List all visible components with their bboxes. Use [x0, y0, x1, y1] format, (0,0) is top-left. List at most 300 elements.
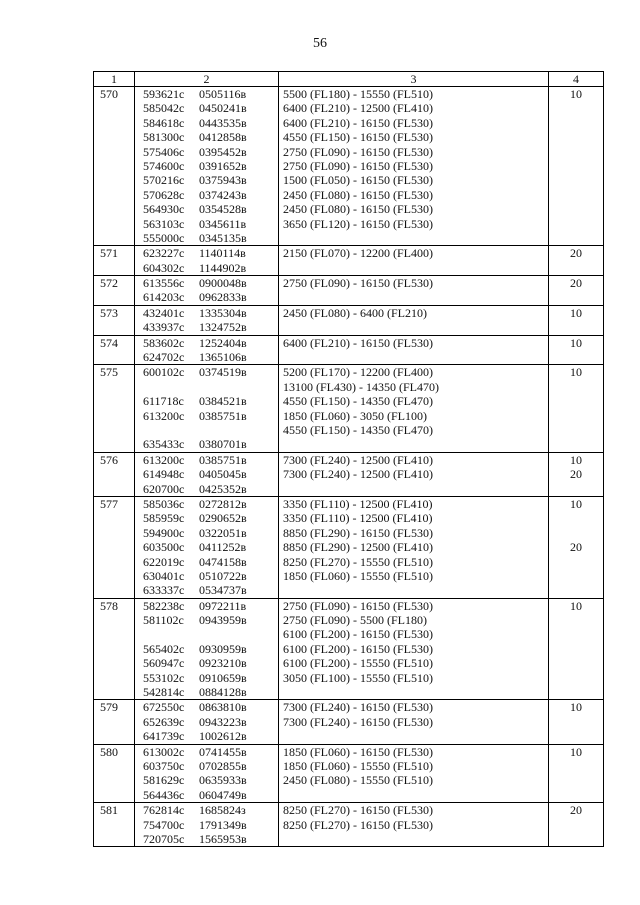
longitude: 1685824з	[199, 803, 246, 818]
altitude-range	[283, 320, 548, 334]
coordinate-line	[143, 540, 278, 554]
table-row	[94, 335, 604, 365]
altitude-range	[283, 231, 548, 245]
latitude: 603500c	[143, 540, 185, 555]
longitude: 0345135в	[199, 230, 247, 245]
altitude-cell	[279, 246, 549, 276]
altitude-range: 6100 (FL200) - 16150 (FL530)	[283, 641, 433, 656]
table-row	[94, 744, 604, 803]
longitude: 0374519в	[199, 365, 247, 380]
coordinates-cell	[135, 452, 279, 496]
column-header: 1	[94, 72, 135, 87]
category-value	[549, 511, 603, 525]
coordinate-line	[143, 497, 278, 511]
altitude-cell	[279, 496, 549, 598]
latitude: 432401c	[143, 305, 185, 320]
longitude: 1140114в	[199, 246, 246, 261]
longitude: 0272812в	[199, 496, 247, 511]
altitude-range: 6100 (FL200) - 16150 (FL530)	[283, 627, 433, 642]
table-row	[94, 246, 604, 276]
column-header: 2	[135, 72, 279, 87]
longitude: 0375943в	[199, 173, 247, 188]
category-value	[549, 642, 603, 656]
altitude-range: 2450 (FL080) - 15550 (FL510)	[283, 773, 433, 788]
latitude: 623227c	[143, 246, 185, 261]
category-value: 10	[570, 700, 582, 715]
longitude: 1365106в	[199, 350, 247, 365]
coordinate-line	[143, 453, 278, 467]
altitude-range	[283, 788, 548, 802]
category-value: 20	[570, 246, 582, 261]
altitude-range: 1850 (FL060) - 3050 (FL100)	[283, 408, 427, 423]
altitude-range: 3650 (FL120) - 16150 (FL530)	[283, 216, 433, 231]
category-value: 20	[570, 467, 582, 482]
longitude: 0354528в	[199, 202, 247, 217]
category-value: 10	[570, 598, 582, 613]
altitude-range: 2750 (FL090) - 5500 (FL180)	[283, 613, 427, 628]
altitude-range	[283, 685, 548, 699]
longitude: 0411252в	[199, 540, 247, 555]
category-value	[549, 173, 603, 187]
latitude: 570216c	[143, 173, 185, 188]
longitude: 1335304в	[199, 305, 247, 320]
coordinate-line	[143, 599, 278, 613]
longitude: 0741455в	[199, 744, 247, 759]
longitude: 0923210в	[199, 656, 247, 671]
longitude: 0962833в	[199, 290, 247, 305]
latitude: 583602c	[143, 335, 185, 350]
coordinate-line	[143, 380, 278, 394]
altitude-cell	[279, 803, 549, 847]
longitude: 0635933в	[199, 773, 247, 788]
category-cell	[549, 496, 604, 598]
longitude: 0910659в	[199, 670, 247, 685]
coordinate-line	[143, 467, 278, 481]
zone-number: 578	[94, 598, 135, 700]
coordinate-line	[143, 437, 278, 451]
longitude: 1002612в	[199, 729, 247, 744]
coordinate-line	[143, 231, 278, 245]
altitude-range: 7300 (FL240) - 16150 (FL530)	[283, 714, 433, 729]
zone-number: 575	[94, 365, 135, 452]
coordinate-line	[143, 130, 278, 144]
coordinates-cell	[135, 276, 279, 306]
coordinate-line	[143, 290, 278, 304]
coordinate-line	[143, 759, 278, 773]
altitude-range: 8250 (FL270) - 16150 (FL530)	[283, 803, 433, 818]
coordinate-line	[143, 87, 278, 101]
table-row	[94, 496, 604, 598]
category-value	[549, 101, 603, 115]
category-value	[549, 188, 603, 202]
zone-number: 577	[94, 496, 135, 598]
longitude: 0391652в	[199, 158, 247, 173]
category-cell	[549, 246, 604, 276]
category-cell	[549, 700, 604, 744]
latitude: 635433c	[143, 437, 185, 452]
zone-number: 580	[94, 744, 135, 803]
latitude: 584618c	[143, 115, 185, 130]
category-value: 10	[570, 365, 582, 380]
altitude-range	[283, 437, 548, 451]
coordinate-line	[143, 306, 278, 320]
altitude-range: 6400 (FL210) - 16150 (FL530)	[283, 335, 433, 350]
category-value	[549, 729, 603, 743]
altitude-cell	[279, 335, 549, 365]
latitude: 563103c	[143, 216, 185, 231]
altitude-cell	[279, 598, 549, 700]
longitude: 0384521в	[199, 394, 247, 409]
altitude-range	[283, 583, 548, 597]
longitude: 0290652в	[199, 511, 247, 526]
coordinate-line	[143, 685, 278, 699]
category-value	[549, 290, 603, 304]
category-value	[549, 145, 603, 159]
zone-number: 572	[94, 276, 135, 306]
coordinate-line	[143, 832, 278, 846]
altitude-range: 6400 (FL210) - 12500 (FL410)	[283, 101, 433, 116]
category-value	[549, 409, 603, 423]
coordinate-line	[143, 261, 278, 275]
category-cell	[549, 452, 604, 496]
category-cell	[549, 744, 604, 803]
longitude: 0702855в	[199, 758, 247, 773]
coordinate-line	[143, 350, 278, 364]
coordinate-line	[143, 526, 278, 540]
coordinates-cell	[135, 598, 279, 700]
altitude-range: 6400 (FL210) - 16150 (FL530)	[283, 115, 433, 130]
altitude-cell	[279, 452, 549, 496]
altitude-cell	[279, 87, 549, 246]
longitude: 0505116в	[199, 87, 247, 101]
latitude: 555000c	[143, 230, 185, 245]
longitude: 0385751в	[199, 452, 247, 467]
category-value	[549, 217, 603, 231]
category-value: 20	[570, 540, 582, 555]
altitude-range: 7300 (FL240) - 12500 (FL410)	[283, 467, 433, 482]
latitude: 720705c	[143, 831, 185, 846]
longitude: 0943223в	[199, 714, 247, 729]
category-value	[549, 671, 603, 685]
latitude: 613200c	[143, 452, 185, 467]
category-value	[549, 613, 603, 627]
longitude: 0884128в	[199, 685, 247, 700]
latitude: 564436c	[143, 787, 185, 802]
altitude-range: 5200 (FL170) - 12200 (FL400)	[283, 365, 433, 380]
longitude: 0380701в	[199, 437, 247, 452]
altitude-range: 2450 (FL080) - 16150 (FL530)	[283, 202, 433, 217]
category-value	[549, 526, 603, 540]
zone-number: 570	[94, 87, 135, 246]
longitude: 1791349в	[199, 817, 247, 832]
longitude: 0425352в	[199, 481, 247, 496]
category-value	[549, 788, 603, 802]
longitude: 0322051в	[199, 525, 247, 540]
altitude-range: 4550 (FL150) - 14350 (FL470)	[283, 394, 433, 409]
category-value	[549, 482, 603, 496]
coordinate-line	[143, 394, 278, 408]
category-value	[549, 130, 603, 144]
altitude-range	[283, 832, 548, 846]
category-value	[549, 555, 603, 569]
coordinate-line	[143, 715, 278, 729]
altitude-range: 3350 (FL110) - 12500 (FL410)	[283, 511, 433, 526]
altitude-range	[283, 350, 548, 364]
altitude-range: 13100 (FL430) - 14350 (FL470)	[283, 379, 439, 394]
latitude: 614948c	[143, 467, 185, 482]
zone-number: 576	[94, 452, 135, 496]
altitude-range: 2750 (FL090) - 16150 (FL530)	[283, 158, 433, 173]
coordinate-line	[143, 803, 278, 817]
coordinate-line	[143, 788, 278, 802]
coordinate-line	[143, 246, 278, 260]
category-value	[549, 832, 603, 846]
category-cell	[549, 598, 604, 700]
altitude-range: 4550 (FL150) - 14350 (FL470)	[283, 422, 433, 437]
coordinates-cell	[135, 365, 279, 452]
table-row	[94, 452, 604, 496]
altitude-cell	[279, 305, 549, 335]
category-value: 10	[570, 305, 582, 320]
category-cell	[549, 803, 604, 847]
latitude: 570628c	[143, 187, 185, 202]
coordinate-line	[143, 700, 278, 714]
latitude: 542814c	[143, 685, 185, 700]
coordinate-line	[143, 555, 278, 569]
coordinate-line	[143, 818, 278, 832]
longitude: 0395452в	[199, 144, 247, 159]
column-header: 3	[279, 72, 549, 87]
coordinate-line	[143, 773, 278, 787]
latitude: 581300c	[143, 130, 185, 145]
coordinates-cell	[135, 305, 279, 335]
latitude: 600102c	[143, 365, 185, 380]
altitude-range: 5500 (FL180) - 15550 (FL510)	[283, 87, 433, 101]
coordinate-line	[143, 159, 278, 173]
longitude: 0534737в	[199, 583, 247, 598]
altitude-range: 2750 (FL090) - 16150 (FL530)	[283, 144, 433, 159]
coordinate-line	[143, 217, 278, 231]
latitude: 565402c	[143, 641, 185, 656]
category-value	[549, 320, 603, 334]
altitude-range: 1850 (FL060) - 15550 (FL510)	[283, 568, 433, 583]
longitude: 0900048в	[199, 276, 247, 291]
coordinate-line	[143, 482, 278, 496]
coordinate-line	[143, 423, 278, 437]
altitude-cell	[279, 744, 549, 803]
longitude: 1324752в	[199, 320, 247, 335]
table-row	[94, 305, 604, 335]
category-value	[549, 437, 603, 451]
latitude: 593621c	[143, 87, 185, 101]
coordinates-cell	[135, 246, 279, 276]
category-value: 10	[570, 452, 582, 467]
longitude: 0972211в	[199, 598, 247, 613]
latitude: 585959c	[143, 511, 185, 526]
category-value	[549, 423, 603, 437]
coordinate-line	[143, 671, 278, 685]
category-value	[549, 759, 603, 773]
altitude-range: 3350 (FL110) - 12500 (FL410)	[283, 496, 433, 511]
altitude-range: 4550 (FL150) - 16150 (FL530)	[283, 130, 433, 145]
latitude: 641739c	[143, 729, 185, 744]
altitude-range: 1850 (FL060) - 15550 (FL510)	[283, 758, 433, 773]
category-value	[549, 656, 603, 670]
coordinate-line	[143, 101, 278, 115]
table-row	[94, 276, 604, 306]
category-value	[549, 159, 603, 173]
altitude-range: 7300 (FL240) - 12500 (FL410)	[283, 452, 433, 467]
latitude: 613200c	[143, 408, 185, 423]
zone-number: 579	[94, 700, 135, 744]
altitude-cell	[279, 700, 549, 744]
latitude: 630401c	[143, 568, 185, 583]
latitude: 622019c	[143, 554, 185, 569]
category-value	[549, 394, 603, 408]
longitude: 0604749в	[199, 787, 247, 802]
altitude-cell	[279, 276, 549, 306]
longitude: 0450241в	[199, 101, 247, 116]
longitude: 0385751в	[199, 408, 247, 423]
category-value	[549, 715, 603, 729]
latitude: 613556c	[143, 276, 185, 291]
table-row	[94, 87, 604, 246]
zone-number: 574	[94, 335, 135, 365]
altitude-range	[283, 290, 548, 304]
latitude: 553102c	[143, 670, 185, 685]
latitude: 585042c	[143, 101, 185, 116]
altitude-range: 6100 (FL200) - 15550 (FL510)	[283, 656, 433, 671]
table-row	[94, 803, 604, 847]
table-row	[94, 700, 604, 744]
category-value	[549, 202, 603, 216]
latitude: 603750c	[143, 758, 185, 773]
coordinate-line	[143, 276, 278, 290]
category-value	[549, 627, 603, 641]
coordinate-line	[143, 365, 278, 379]
table-row	[94, 598, 604, 700]
latitude: 581102c	[143, 613, 184, 628]
latitude: 560947c	[143, 656, 185, 671]
longitude: 0345611в	[199, 216, 247, 231]
longitude: 1565953в	[199, 831, 247, 846]
latitude: 762814c	[143, 803, 185, 818]
latitude: 611718c	[143, 394, 184, 409]
coordinate-line	[143, 336, 278, 350]
altitude-range: 7300 (FL240) - 16150 (FL530)	[283, 700, 433, 715]
coordinate-line	[143, 583, 278, 597]
latitude: 614203c	[143, 290, 185, 305]
altitude-range: 8250 (FL270) - 15550 (FL510)	[283, 554, 433, 569]
coordinate-line	[143, 642, 278, 656]
latitude: 594900c	[143, 525, 185, 540]
altitude-range: 8250 (FL270) - 16150 (FL530)	[283, 817, 433, 832]
altitude-range: 2750 (FL090) - 16150 (FL530)	[283, 276, 433, 291]
coordinate-line	[143, 613, 278, 627]
category-value	[549, 380, 603, 394]
category-value	[549, 773, 603, 787]
longitude: 0943959в	[199, 613, 247, 628]
coordinate-line	[143, 745, 278, 759]
coordinates-cell	[135, 335, 279, 365]
altitude-range: 2450 (FL080) - 16150 (FL530)	[283, 187, 433, 202]
longitude: 0443535в	[199, 115, 247, 130]
altitude-range: 1850 (FL060) - 16150 (FL530)	[283, 744, 433, 759]
altitude-range: 8850 (FL290) - 12500 (FL410)	[283, 540, 433, 555]
longitude: 1144902в	[199, 260, 247, 275]
latitude: 433937c	[143, 320, 185, 335]
category-value	[549, 231, 603, 245]
latitude: 564930c	[143, 202, 185, 217]
category-value: 20	[570, 803, 582, 818]
category-value: 20	[570, 276, 582, 291]
longitude: 0374243в	[199, 187, 247, 202]
altitude-range	[283, 261, 548, 275]
table-header-row	[94, 72, 604, 87]
category-value: 10	[570, 87, 582, 101]
coordinates-cell	[135, 496, 279, 598]
longitude: 0474158в	[199, 554, 247, 569]
category-value	[549, 818, 603, 832]
latitude: 633337c	[143, 583, 185, 598]
zone-number: 573	[94, 305, 135, 335]
altitude-range	[283, 482, 548, 496]
category-cell	[549, 87, 604, 246]
category-cell	[549, 276, 604, 306]
latitude: 624702c	[143, 350, 185, 365]
coordinates-cell	[135, 87, 279, 246]
category-value	[549, 685, 603, 699]
latitude: 581629c	[143, 773, 185, 788]
longitude: 0930959в	[199, 641, 247, 656]
altitude-range: 8850 (FL290) - 16150 (FL530)	[283, 525, 433, 540]
category-value	[549, 350, 603, 364]
category-value: 10	[570, 744, 582, 759]
category-value: 10	[570, 496, 582, 511]
category-value	[549, 583, 603, 597]
longitude: 0412858в	[199, 130, 247, 145]
category-value: 10	[570, 335, 582, 350]
altitude-range: 2150 (FL070) - 12200 (FL400)	[283, 246, 433, 261]
category-value	[549, 116, 603, 130]
coordinate-line	[143, 569, 278, 583]
zone-number: 571	[94, 246, 135, 276]
coordinate-line	[143, 173, 278, 187]
category-cell	[549, 335, 604, 365]
latitude: 613002c	[143, 744, 185, 759]
column-header: 4	[549, 72, 604, 87]
coordinate-line	[143, 116, 278, 130]
latitude: 672550c	[143, 700, 185, 715]
zone-number: 581	[94, 803, 135, 847]
coordinates-cell	[135, 744, 279, 803]
category-cell	[549, 365, 604, 452]
latitude: 582238c	[143, 598, 185, 613]
coordinate-line	[143, 511, 278, 525]
coordinate-line	[143, 188, 278, 202]
coordinate-line	[143, 145, 278, 159]
airspace-table	[93, 71, 604, 847]
latitude: 652639c	[143, 714, 185, 729]
longitude: 0863810в	[199, 700, 247, 715]
coordinate-line	[143, 409, 278, 423]
page-number: 56	[313, 36, 327, 51]
altitude-cell	[279, 365, 549, 452]
coordinate-line	[143, 202, 278, 216]
longitude: 0405045в	[199, 467, 247, 482]
coordinates-cell	[135, 803, 279, 847]
category-cell	[549, 305, 604, 335]
